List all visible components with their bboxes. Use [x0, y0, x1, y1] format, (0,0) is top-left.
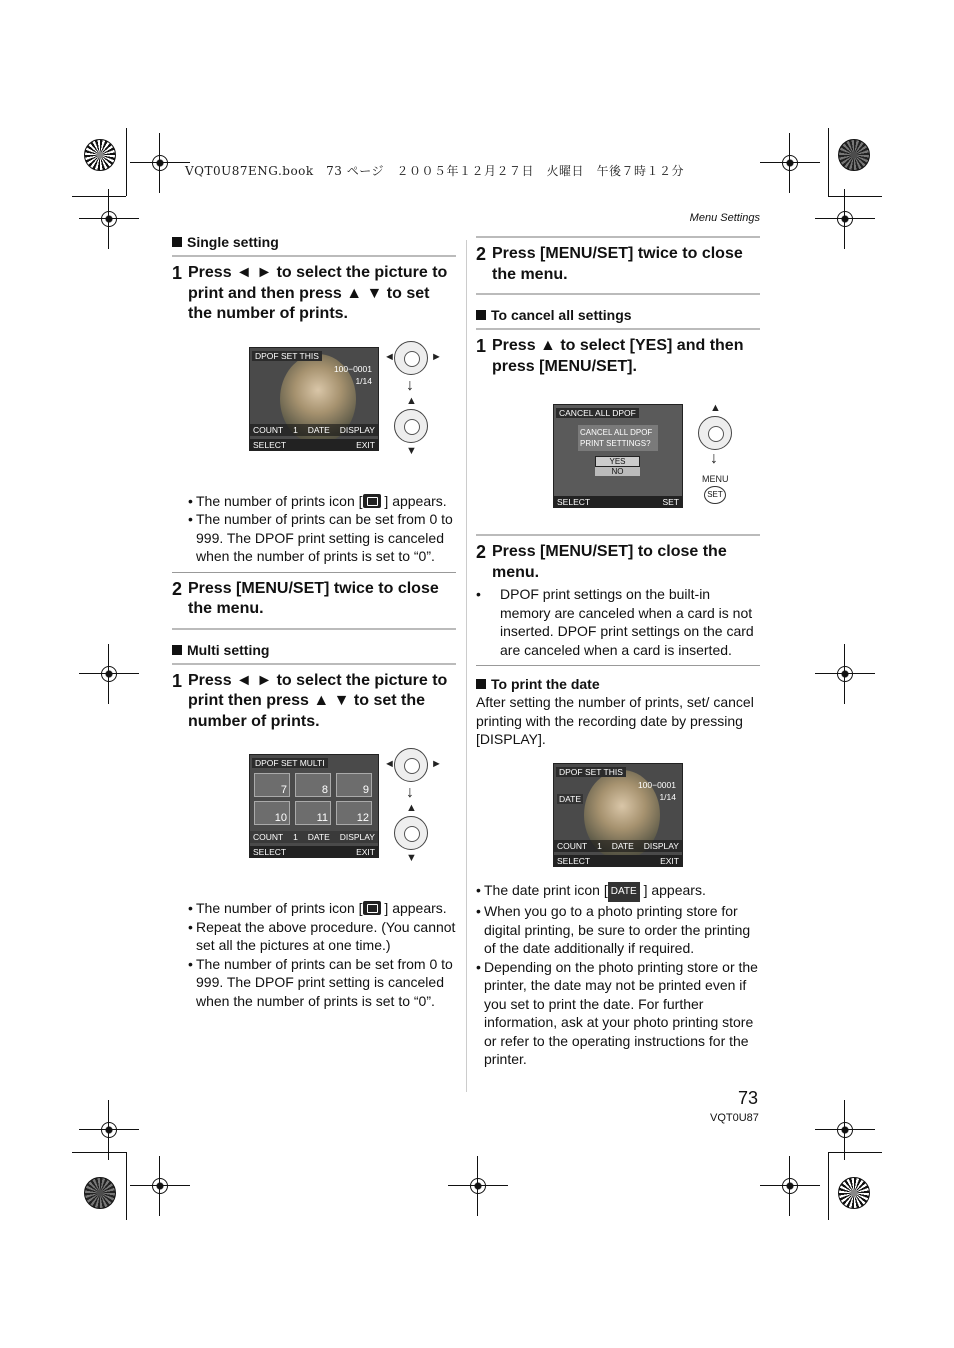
cancel-figure: [476, 404, 760, 534]
menu-label: MENU: [702, 474, 729, 484]
no-option[interactable]: NO: [595, 467, 640, 476]
arrow-right-icon: ►: [431, 758, 442, 770]
step-item: [476, 238, 760, 287]
step-number: 1: [476, 336, 487, 356]
camera-screen: CANCEL ALL DPOF CANCEL ALL DPOF PRINT SETTINGS? YES NO SELECT SET: [553, 404, 683, 508]
crosshair-icon: [79, 1100, 139, 1160]
cursor-dial-icon: [394, 341, 428, 375]
left-column: [172, 228, 456, 1010]
section-heading-multi: Multi setting: [172, 630, 456, 663]
bullet-item: • The number of prints icon [ ] appears.: [172, 492, 456, 511]
thumbnail: 12: [336, 801, 372, 825]
thumbnail: 7: [254, 773, 290, 797]
thumbnail: 11: [295, 801, 331, 825]
running-header: Menu Settings: [689, 212, 760, 224]
bullet-item: • The number of prints can be set from 0 to 999. The DPOF print setting is canceled when the number of prints is set to “0”.: [172, 955, 456, 1011]
crosshair-icon: [760, 133, 820, 193]
camera-screen: DPOF SET THIS 100−0001 1/14 COUNT 1 DATE DISPLAY SELECT EXIT: [249, 347, 379, 451]
step-number: 2: [172, 578, 183, 599]
arrow-up-icon: ▲: [710, 402, 721, 414]
step-item: [172, 257, 456, 327]
step-item: [172, 573, 456, 622]
bullet-item: • The number of prints icon [ ] appears.: [172, 899, 456, 918]
yes-option[interactable]: YES: [595, 456, 640, 467]
step-number: 2: [476, 244, 487, 264]
arrow-up-icon: ▲: [406, 802, 417, 814]
bullet-item: • When you go to a photo printing store for digital printing, be sure to order the printing of the date additionally if required.: [476, 902, 760, 958]
confirm-dialog: CANCEL ALL DPOF PRINT SETTINGS?: [578, 425, 658, 451]
thumbnail: 10: [254, 801, 290, 825]
crosshair-icon: [815, 644, 875, 704]
bullet-item: • Depending on the photo printing store or the printer, the date may not be printed even if you set to print the date. For further information, ask at your photo printing store or refer to the operating instructions for the printer.: [476, 958, 760, 1069]
step-item: [476, 330, 760, 379]
crosshair-icon: [130, 133, 190, 193]
print-count-icon: [363, 494, 381, 508]
crosshair-icon: [79, 189, 139, 249]
section-heading-cancel: To cancel all settings: [476, 295, 760, 328]
section-heading-single: Single setting: [172, 228, 456, 255]
cursor-dial-icon: [394, 409, 428, 443]
camera-screen: DPOF SET THIS 100−0001 1/14 DATE COUNT 1 DATE DISPLAY SELECT EXIT: [553, 763, 683, 867]
square-bullet-icon: [172, 645, 182, 655]
step-item: [172, 665, 456, 735]
arrow-down-icon: ↓: [710, 450, 718, 467]
cursor-dial-icon: [698, 416, 732, 450]
step-text: Press [MENU/SET] to close the menu.: [492, 543, 727, 581]
thumbnail: 8: [295, 773, 331, 797]
cursor-dial-icon: [394, 748, 428, 782]
bullet-item: • The date print icon [ DATE ] appears.: [476, 881, 760, 903]
crosshair-icon: [815, 1100, 875, 1160]
step-text: Press [MENU/SET] twice to close the menu.: [492, 245, 743, 283]
color-rosette-icon: [838, 1177, 870, 1209]
right-column: [476, 236, 760, 1069]
step-text: Press ◄ ► to select the picture to print then press ▲ ▼ to set the number of prints.: [188, 671, 448, 730]
multi-setting-figure: [172, 754, 456, 899]
step-item: [476, 536, 760, 585]
cursor-dial-icon: [394, 816, 428, 850]
date-instructions: After setting the number of prints, set/ cancel printing with the recording date by pressing [DISPLAY].: [476, 694, 754, 747]
arrow-down-icon: ▼: [406, 852, 417, 864]
color-rosette-icon: [84, 139, 116, 171]
arrow-down-icon: ↓: [406, 376, 414, 394]
date-print-icon: DATE: [608, 882, 640, 903]
color-rosette-icon: [838, 139, 870, 171]
square-bullet-icon: [476, 310, 486, 320]
square-bullet-icon: [172, 237, 182, 247]
date-figure: [476, 763, 760, 881]
arrow-down-icon: ▼: [406, 444, 417, 457]
menu-set-button: SET: [704, 486, 726, 504]
step-text: Press ◄ ► to select the picture to print and then press ▲ ▼ to set the number of prints.: [188, 264, 448, 322]
crosshair-icon: [760, 1156, 820, 1216]
print-count-icon: [363, 901, 381, 915]
single-setting-figure: [172, 347, 456, 492]
bullet-item: • Repeat the above procedure. (You cannot set all the pictures at one time.): [172, 918, 456, 955]
color-rosette-icon: [84, 1177, 116, 1209]
bullet-item: • The number of prints can be set from 0 to 999. The DPOF print setting is canceled when the number of prints is set to “0”.: [172, 510, 456, 566]
bullet-item: • DPOF print settings on the built-in memory are canceled when a card is not inserted. DPOF print settings on the card are canceled when a card is inserted.: [476, 585, 760, 659]
arrow-left-icon: ◄: [384, 350, 395, 363]
document-code: VQT0U87: [710, 1112, 759, 1124]
step-number: 2: [476, 542, 487, 562]
step-text: Press ▲ to select [YES] and then press [MENU/SET].: [492, 337, 744, 375]
arrow-up-icon: ▲: [406, 394, 417, 407]
thumbnail: 9: [336, 773, 372, 797]
section-heading-date: To print the date: [476, 666, 760, 693]
page-number: 73: [738, 1088, 759, 1108]
step-number: 1: [172, 263, 183, 283]
arrow-left-icon: ◄: [384, 758, 395, 770]
step-number: 1: [172, 670, 183, 691]
crosshair-icon: [130, 1156, 190, 1216]
crosshair-icon: [815, 189, 875, 249]
crosshair-icon: [79, 644, 139, 704]
column-divider: [466, 240, 467, 1092]
arrow-right-icon: ►: [431, 350, 442, 363]
crosshair-icon: [448, 1156, 508, 1216]
square-bullet-icon: [476, 679, 486, 689]
arrow-down-icon: ↓: [406, 784, 414, 801]
print-job-info: VQT0U87ENG.book 73 ページ ２００５年１２月２７日 火曜日 午後７時１２分: [185, 164, 685, 178]
camera-screen: DPOF SET MULTI 7 8 9 10 11 12 COUNT 1 DATE DISPLAY SELECT EXIT: [249, 754, 379, 858]
step-text: Press [MENU/SET] twice to close the menu.: [188, 579, 439, 617]
